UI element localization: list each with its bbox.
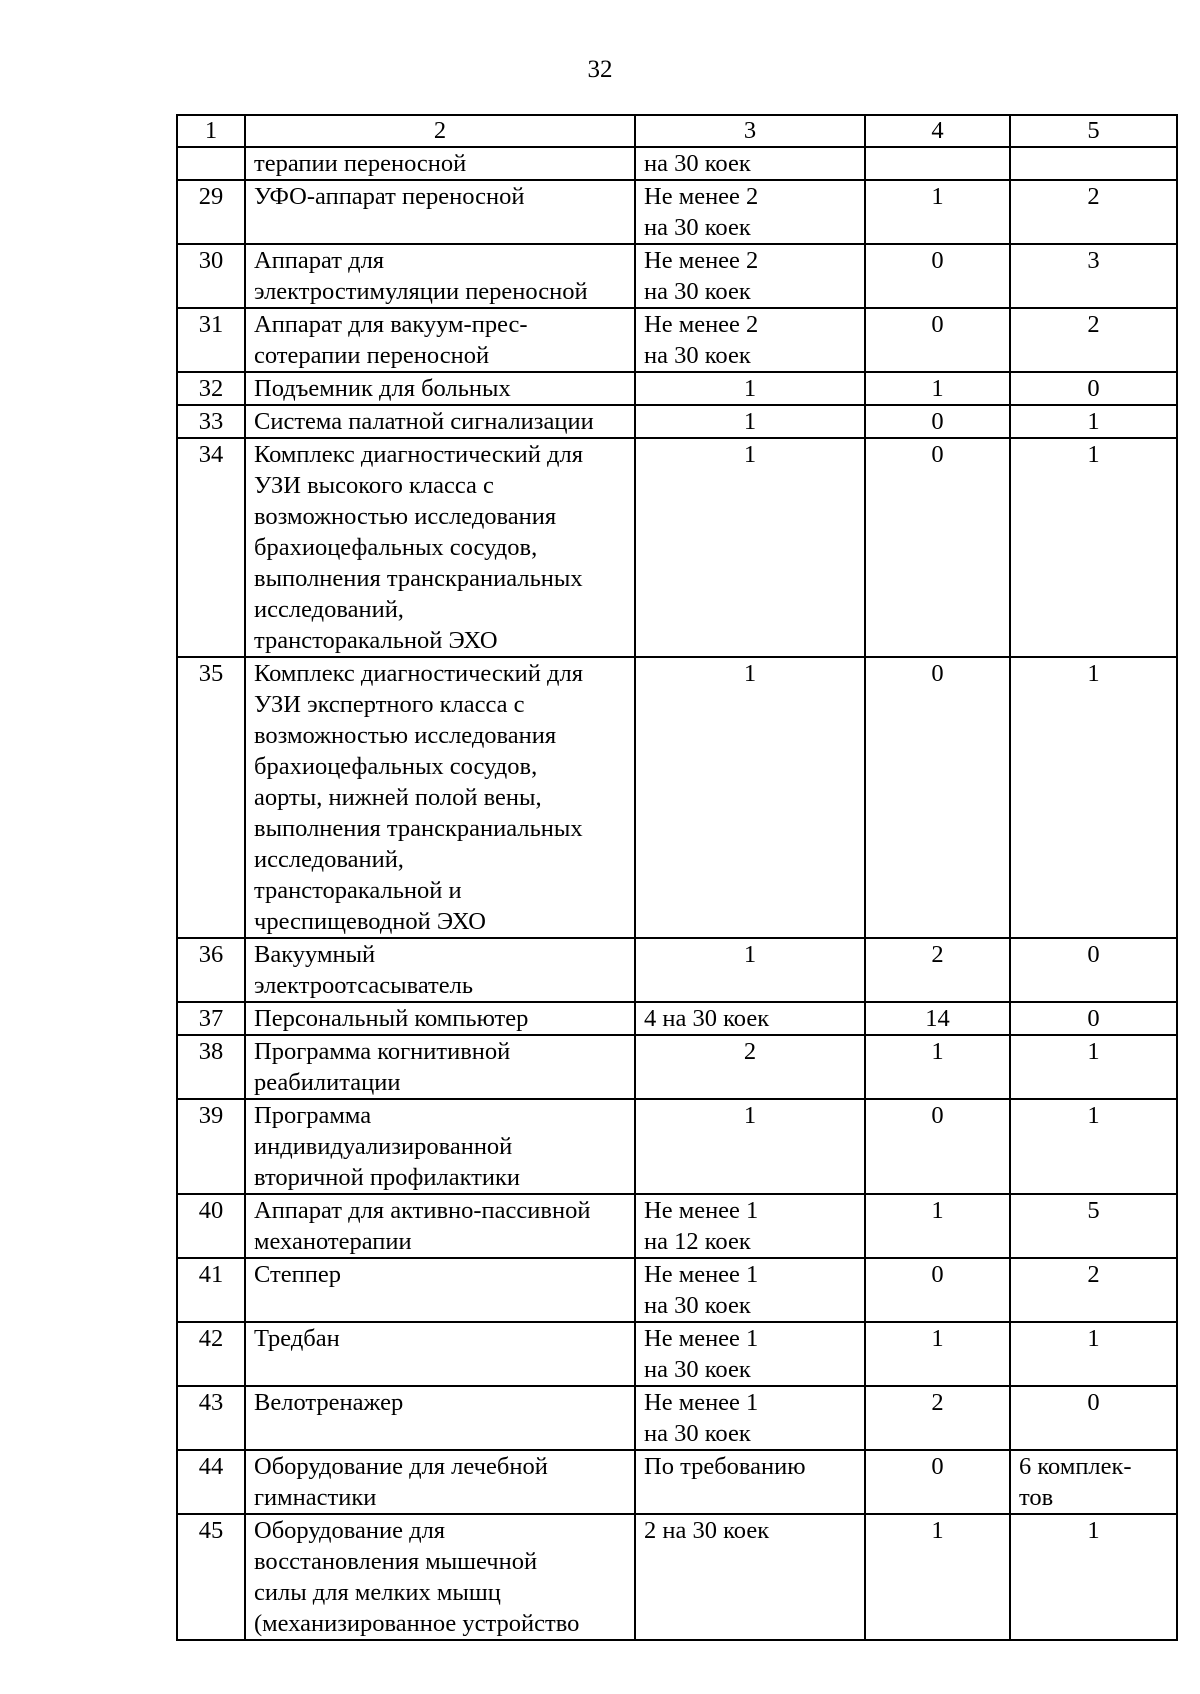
row-number-cell: 44 bbox=[177, 1450, 245, 1514]
equipment-table bbox=[176, 114, 1178, 1641]
column-5-line: 0 bbox=[1087, 1005, 1100, 1032]
equipment-name-line: УФО-аппарат переносной bbox=[254, 183, 525, 210]
equipment-name-line: Программа когнитивной bbox=[254, 1038, 511, 1065]
norm-line: Не менее 2 bbox=[644, 247, 759, 274]
norm-cell bbox=[635, 372, 865, 405]
column-5-cell bbox=[1010, 372, 1177, 405]
table-row bbox=[177, 1099, 1177, 1194]
column-4-cell: 1 bbox=[865, 1514, 1010, 1640]
column-4-cell: 0 bbox=[865, 308, 1010, 372]
column-5-line: 1 bbox=[1087, 408, 1100, 435]
column-5-cell bbox=[1010, 1386, 1177, 1450]
column-4-cell bbox=[865, 147, 1010, 180]
table-row bbox=[177, 372, 1177, 405]
column-4-cell: 1 bbox=[865, 1322, 1010, 1386]
norm-line: Не менее 2 bbox=[644, 183, 759, 210]
column-5-line: 0 bbox=[1087, 375, 1100, 402]
column-5-line: 1 bbox=[1087, 441, 1100, 468]
norm-line: на 30 коек bbox=[644, 1356, 751, 1383]
norm-line: 1 bbox=[743, 441, 757, 468]
equipment-name-line: вторичной профилактики bbox=[254, 1164, 520, 1191]
table-row bbox=[177, 1002, 1177, 1035]
column-5-cell bbox=[1010, 1194, 1177, 1258]
header-cell-2: 2 bbox=[245, 115, 635, 147]
column-5-cell bbox=[1010, 147, 1177, 180]
equipment-name-cell bbox=[245, 372, 635, 405]
norm-line: 1 bbox=[743, 1102, 757, 1129]
norm-line: 2 на 30 коек bbox=[644, 1517, 770, 1544]
norm-line: Не менее 1 bbox=[644, 1261, 759, 1288]
column-4-cell: 0 bbox=[865, 1450, 1010, 1514]
norm-line: По требованию bbox=[644, 1453, 806, 1480]
norm-cell bbox=[635, 405, 865, 438]
column-4-cell: 14 bbox=[865, 1002, 1010, 1035]
norm-cell bbox=[635, 244, 865, 308]
header-row bbox=[177, 115, 1177, 147]
column-5-line: 5 bbox=[1087, 1197, 1100, 1224]
row-number-cell: 33 bbox=[177, 405, 245, 438]
row-number-cell: 29 bbox=[177, 180, 245, 244]
equipment-name-line: исследований, bbox=[254, 596, 404, 623]
equipment-name-line: Тредбан bbox=[254, 1325, 340, 1352]
norm-line: Не менее 1 bbox=[644, 1389, 759, 1416]
table-row bbox=[177, 147, 1177, 180]
column-5-cell bbox=[1010, 1035, 1177, 1099]
norm-line: 1 bbox=[743, 660, 757, 687]
norm-cell bbox=[635, 180, 865, 244]
norm-cell bbox=[635, 147, 865, 180]
row-number-cell: 39 bbox=[177, 1099, 245, 1194]
equipment-name-cell bbox=[245, 405, 635, 438]
column-4-cell: 0 bbox=[865, 438, 1010, 657]
row-number-cell: 43 bbox=[177, 1386, 245, 1450]
table-row bbox=[177, 1514, 1177, 1640]
equipment-name-line: Велотренажер bbox=[254, 1389, 404, 1416]
norm-line: Не менее 2 bbox=[644, 311, 759, 338]
row-number-cell: 38 bbox=[177, 1035, 245, 1099]
equipment-name-line: Оборудование для bbox=[254, 1517, 446, 1544]
equipment-name-line: терапии переносной bbox=[254, 150, 467, 177]
norm-line: на 30 коек bbox=[644, 278, 751, 305]
norm-line: 1 bbox=[743, 375, 757, 402]
column-4-cell: 0 bbox=[865, 405, 1010, 438]
equipment-name-line: выполнения транскраниальных bbox=[254, 565, 583, 592]
column-5-line: тов bbox=[1019, 1484, 1054, 1511]
column-5-line: 2 bbox=[1087, 1261, 1100, 1288]
norm-line: на 30 коек bbox=[644, 150, 751, 177]
equipment-name-cell bbox=[245, 938, 635, 1002]
row-number-cell: 41 bbox=[177, 1258, 245, 1322]
equipment-name-line: Степпер bbox=[254, 1261, 341, 1288]
column-5-line: 2 bbox=[1087, 183, 1100, 210]
row-number-cell: 32 bbox=[177, 372, 245, 405]
row-number-cell: 36 bbox=[177, 938, 245, 1002]
norm-cell bbox=[635, 1322, 865, 1386]
table-row bbox=[177, 1194, 1177, 1258]
column-4-cell: 2 bbox=[865, 938, 1010, 1002]
column-5-cell bbox=[1010, 180, 1177, 244]
column-5-line: 2 bbox=[1087, 311, 1100, 338]
column-4-cell: 2 bbox=[865, 1386, 1010, 1450]
table-row bbox=[177, 1322, 1177, 1386]
equipment-name-line: исследований, bbox=[254, 846, 404, 873]
column-4-cell: 0 bbox=[865, 1258, 1010, 1322]
column-4-cell: 1 bbox=[865, 1035, 1010, 1099]
equipment-name-cell bbox=[245, 1514, 635, 1640]
equipment-name-line: выполнения транскраниальных bbox=[254, 815, 583, 842]
norm-cell bbox=[635, 1450, 865, 1514]
equipment-name-line: восстановления мышечной bbox=[254, 1548, 538, 1575]
norm-line: на 30 коек bbox=[644, 342, 751, 369]
equipment-name-line: Программа bbox=[254, 1102, 372, 1129]
row-number-cell: 31 bbox=[177, 308, 245, 372]
column-5-line: 0 bbox=[1087, 941, 1100, 968]
norm-line: на 30 коек bbox=[644, 214, 751, 241]
column-5-line: 1 bbox=[1087, 1325, 1100, 1352]
norm-cell bbox=[635, 308, 865, 372]
equipment-name-line: Оборудование для лечебной bbox=[254, 1453, 548, 1480]
norm-cell bbox=[635, 1035, 865, 1099]
column-5-line: 1 bbox=[1087, 1517, 1100, 1544]
equipment-name-line: чреспищеводной ЭХО bbox=[254, 908, 486, 935]
column-5-cell bbox=[1010, 938, 1177, 1002]
norm-cell bbox=[635, 1514, 865, 1640]
equipment-name-line: аорты, нижней полой вены, bbox=[254, 784, 542, 811]
norm-line: Не менее 1 bbox=[644, 1197, 759, 1224]
equipment-name-line: силы для мелких мышц bbox=[254, 1579, 501, 1606]
column-4-cell: 1 bbox=[865, 1194, 1010, 1258]
equipment-name-line: трансторакальной ЭХО bbox=[254, 627, 498, 654]
row-number-cell: 42 bbox=[177, 1322, 245, 1386]
column-4-cell: 0 bbox=[865, 244, 1010, 308]
equipment-name-line: брахиоцефальных сосудов, bbox=[254, 534, 538, 561]
row-number-cell: 35 bbox=[177, 657, 245, 938]
row-number-cell: 30 bbox=[177, 244, 245, 308]
column-5-cell bbox=[1010, 1450, 1177, 1514]
equipment-name-line: Вакуумный bbox=[254, 941, 376, 968]
equipment-name-line: возможностью исследования bbox=[254, 503, 557, 530]
equipment-name-line: возможностью исследования bbox=[254, 722, 557, 749]
equipment-name-cell bbox=[245, 657, 635, 938]
column-5-cell bbox=[1010, 1002, 1177, 1035]
norm-cell bbox=[635, 438, 865, 657]
norm-cell bbox=[635, 657, 865, 938]
row-number-cell: 37 bbox=[177, 1002, 245, 1035]
equipment-name-cell bbox=[245, 308, 635, 372]
equipment-name-line: Подъемник для больных bbox=[254, 375, 511, 402]
norm-cell bbox=[635, 1386, 865, 1450]
column-4-cell: 0 bbox=[865, 657, 1010, 938]
equipment-name-line: (механизированное устройство bbox=[254, 1610, 580, 1637]
equipment-name-line: электроотсасыватель bbox=[254, 972, 474, 999]
table-row bbox=[177, 244, 1177, 308]
equipment-name-line: Комплекс диагностический для bbox=[254, 660, 583, 687]
norm-cell bbox=[635, 938, 865, 1002]
column-5-cell bbox=[1010, 1099, 1177, 1194]
column-4-cell: 1 bbox=[865, 180, 1010, 244]
equipment-name-line: реабилитации bbox=[254, 1069, 401, 1096]
column-5-line: 1 bbox=[1087, 1102, 1100, 1129]
equipment-name-line: Система палатной сигнализации bbox=[254, 408, 594, 435]
equipment-name-line: сотерапии переносной bbox=[254, 342, 490, 369]
table-row bbox=[177, 180, 1177, 244]
column-5-line: 1 bbox=[1087, 1038, 1100, 1065]
table-row bbox=[177, 657, 1177, 938]
norm-line: 2 bbox=[743, 1038, 757, 1065]
norm-line: на 30 коек bbox=[644, 1292, 751, 1319]
norm-line: Не менее 1 bbox=[644, 1325, 759, 1352]
column-5-cell bbox=[1010, 438, 1177, 657]
table-body bbox=[177, 147, 1177, 1640]
norm-line: на 12 коек bbox=[644, 1228, 751, 1255]
header-cell-1: 1 bbox=[177, 115, 245, 147]
column-5-line: 1 bbox=[1087, 660, 1100, 687]
norm-cell bbox=[635, 1002, 865, 1035]
page-number: 32 bbox=[587, 56, 613, 83]
row-number-cell: 34 bbox=[177, 438, 245, 657]
equipment-name-line: индивидуализированной bbox=[254, 1133, 513, 1160]
equipment-name-cell bbox=[245, 1035, 635, 1099]
equipment-name-cell bbox=[245, 1002, 635, 1035]
table-row bbox=[177, 1035, 1177, 1099]
column-5-line: 0 bbox=[1087, 1389, 1100, 1416]
table-row bbox=[177, 938, 1177, 1002]
equipment-name-line: механотерапии bbox=[254, 1228, 412, 1255]
norm-line: 1 bbox=[743, 408, 757, 435]
equipment-name-cell bbox=[245, 1386, 635, 1450]
column-5-cell bbox=[1010, 1258, 1177, 1322]
table-row bbox=[177, 1258, 1177, 1322]
norm-line: 4 на 30 коек bbox=[644, 1005, 770, 1032]
equipment-name-cell bbox=[245, 244, 635, 308]
column-5-line: 3 bbox=[1087, 247, 1100, 274]
equipment-name-cell bbox=[245, 438, 635, 657]
equipment-name-cell bbox=[245, 1450, 635, 1514]
row-number-cell: 45 bbox=[177, 1514, 245, 1640]
equipment-name-cell bbox=[245, 1194, 635, 1258]
column-4-cell: 1 bbox=[865, 372, 1010, 405]
table-row bbox=[177, 438, 1177, 657]
equipment-name-line: брахиоцефальных сосудов, bbox=[254, 753, 538, 780]
equipment-name-line: Комплекс диагностический для bbox=[254, 441, 583, 468]
table-row bbox=[177, 308, 1177, 372]
column-5-cell bbox=[1010, 405, 1177, 438]
equipment-name-line: электростимуляции переносной bbox=[254, 278, 588, 305]
table-row bbox=[177, 1450, 1177, 1514]
norm-cell bbox=[635, 1099, 865, 1194]
norm-cell bbox=[635, 1194, 865, 1258]
equipment-name-line: Персональный компьютер bbox=[254, 1005, 529, 1032]
table-row bbox=[177, 1386, 1177, 1450]
norm-line: 1 bbox=[743, 941, 757, 968]
equipment-name-line: Аппарат для bbox=[254, 247, 385, 274]
header-cell-4: 4 bbox=[865, 115, 1010, 147]
equipment-name-line: Аппарат для вакуум-прес- bbox=[254, 311, 528, 338]
equipment-name-cell bbox=[245, 147, 635, 180]
column-5-cell bbox=[1010, 657, 1177, 938]
equipment-name-line: Аппарат для активно-пассивной bbox=[254, 1197, 591, 1224]
equipment-name-line: УЗИ высокого класса с bbox=[254, 472, 494, 499]
equipment-name-cell bbox=[245, 1258, 635, 1322]
equipment-name-line: гимнастики bbox=[254, 1484, 377, 1511]
column-5-cell bbox=[1010, 308, 1177, 372]
column-5-cell bbox=[1010, 1322, 1177, 1386]
equipment-name-cell bbox=[245, 1322, 635, 1386]
row-number-cell: 40 bbox=[177, 1194, 245, 1258]
column-4-cell: 0 bbox=[865, 1099, 1010, 1194]
norm-cell bbox=[635, 1258, 865, 1322]
column-5-line: 6 комплек- bbox=[1019, 1453, 1132, 1480]
equipment-name-cell bbox=[245, 1099, 635, 1194]
column-5-cell bbox=[1010, 1514, 1177, 1640]
equipment-name-line: УЗИ экспертного класса с bbox=[254, 691, 525, 718]
norm-line: на 30 коек bbox=[644, 1420, 751, 1447]
table-row bbox=[177, 405, 1177, 438]
header-cell-3: 3 bbox=[635, 115, 865, 147]
header-cell-5: 5 bbox=[1010, 115, 1177, 147]
row-number-cell bbox=[177, 147, 245, 180]
equipment-name-cell bbox=[245, 180, 635, 244]
equipment-name-line: трансторакальной и bbox=[254, 877, 462, 904]
column-5-cell bbox=[1010, 244, 1177, 308]
